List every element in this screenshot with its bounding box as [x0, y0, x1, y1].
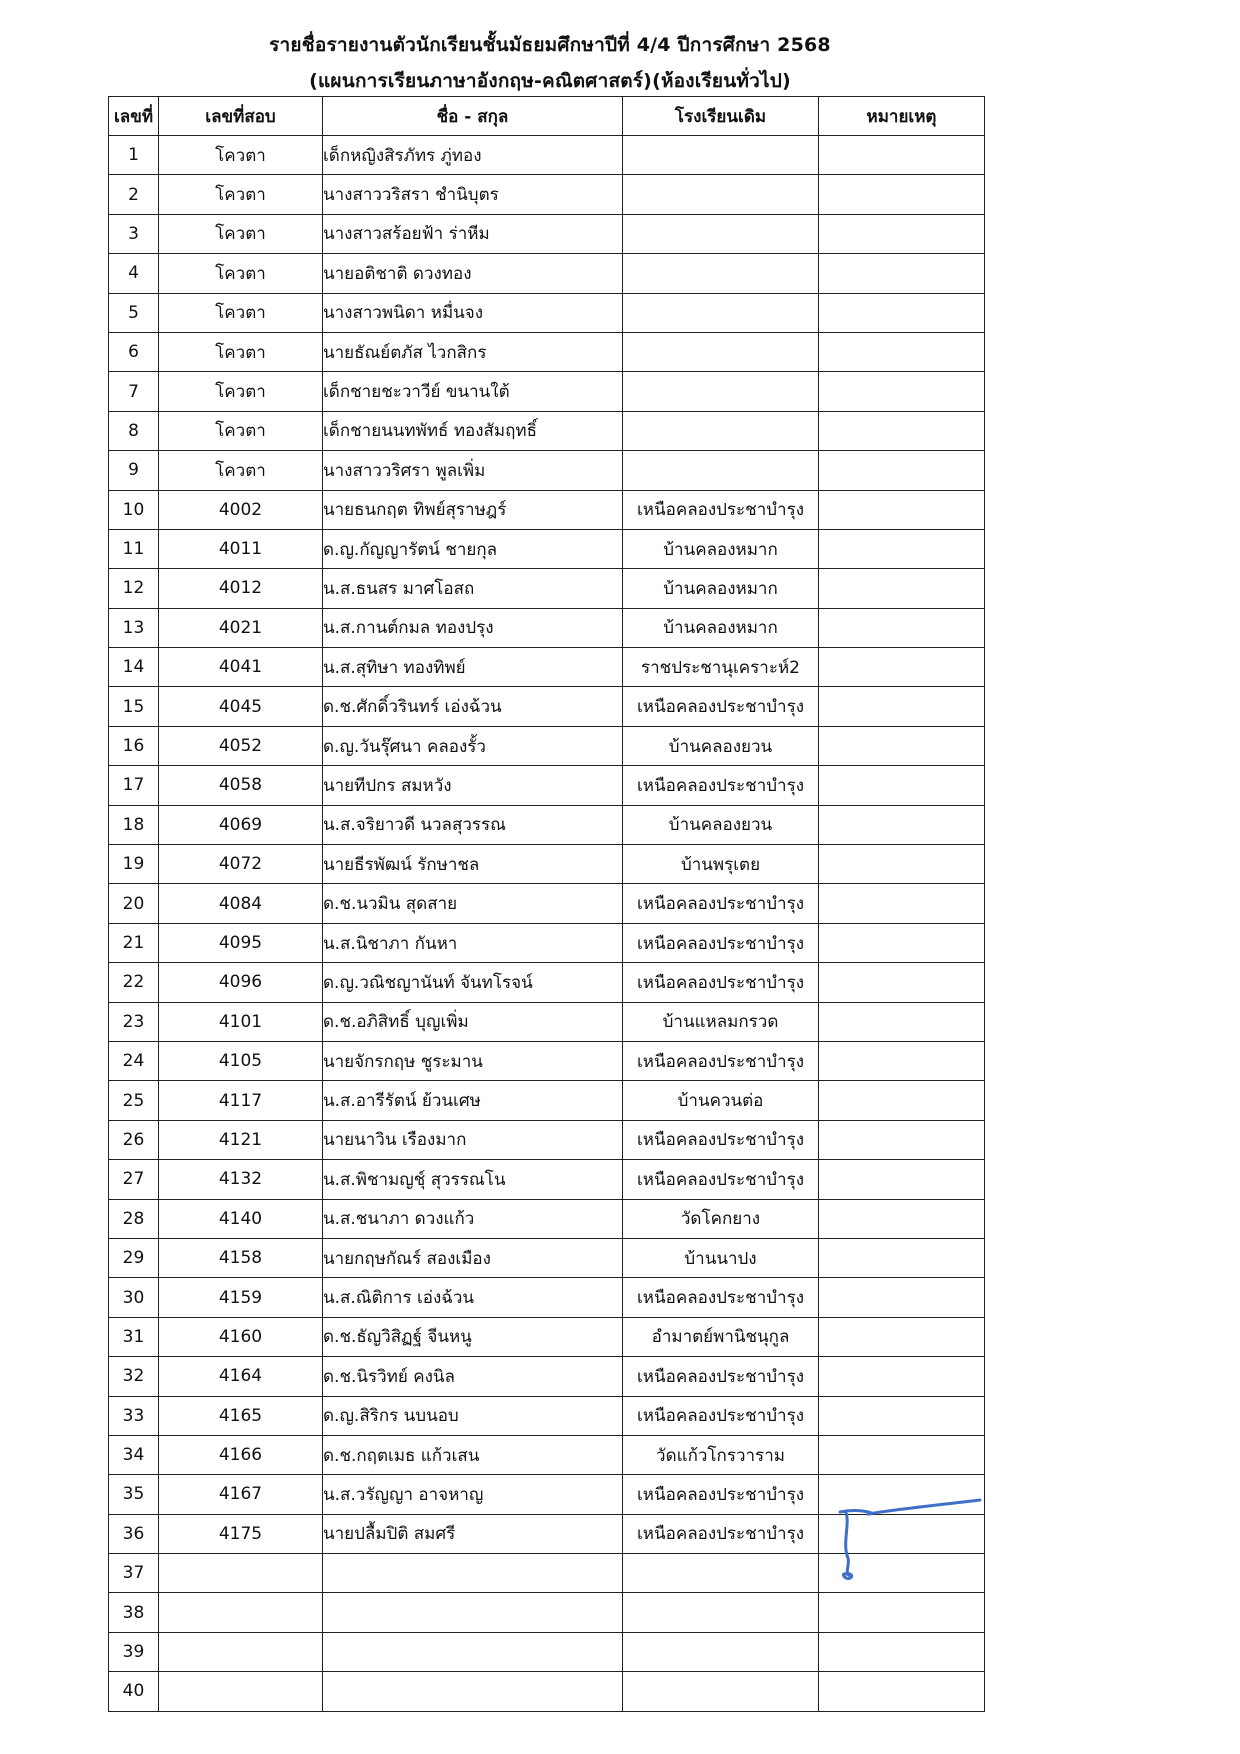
row-number-cell: 39	[109, 1632, 159, 1671]
student-name-cell: น.ส.ธนสร มาศโอสถ	[323, 569, 623, 608]
table-row	[109, 1002, 985, 1041]
exam-number-cell	[159, 1593, 323, 1632]
exam-number-cell: 4058	[159, 766, 323, 805]
previous-school-cell	[623, 1672, 819, 1711]
row-number-cell: 19	[109, 845, 159, 884]
previous-school-cell: เหนือคลองประชาบำรุง	[623, 923, 819, 962]
remarks-cell	[819, 1593, 985, 1632]
exam-number-cell: โควตา	[159, 332, 323, 371]
student-name-cell: น.ส.ชนาภา ดวงแก้ว	[323, 1199, 623, 1238]
table-row	[109, 1238, 985, 1277]
student-name-cell: นายกฤษกัณร์ สองเมือง	[323, 1238, 623, 1277]
row-number-cell: 24	[109, 1041, 159, 1080]
remarks-cell	[819, 1120, 985, 1159]
table-row	[109, 923, 985, 962]
table-row	[109, 451, 985, 490]
previous-school-cell	[623, 332, 819, 371]
remarks-cell	[819, 766, 985, 805]
row-number-cell: 17	[109, 766, 159, 805]
header-remarks: หมายเหตุ	[819, 97, 985, 136]
header-exam-number: เลขที่สอบ	[159, 97, 323, 136]
row-number-cell: 3	[109, 214, 159, 253]
exam-number-cell: 4158	[159, 1238, 323, 1277]
exam-number-cell: 4175	[159, 1514, 323, 1553]
exam-number-cell: 4096	[159, 963, 323, 1002]
remarks-cell	[819, 451, 985, 490]
previous-school-cell: เหนือคลองประชาบำรุง	[623, 963, 819, 1002]
student-name-cell: นางสาววริศรา พูลเพิ่ม	[323, 451, 623, 490]
table-row	[109, 175, 985, 214]
exam-number-cell: 4117	[159, 1081, 323, 1120]
row-number-cell: 7	[109, 372, 159, 411]
exam-number-cell: โควตา	[159, 214, 323, 253]
row-number-cell: 31	[109, 1317, 159, 1356]
student-name-cell: น.ส.กานต์กมล ทองปรุง	[323, 608, 623, 647]
remarks-cell	[819, 1002, 985, 1041]
exam-number-cell: โควตา	[159, 136, 323, 175]
previous-school-cell: บ้านคลองหมาก	[623, 569, 819, 608]
student-name-cell: น.ส.ณิติการ เอ่งฉ้วน	[323, 1278, 623, 1317]
exam-number-cell: 4095	[159, 923, 323, 962]
remarks-cell	[819, 687, 985, 726]
table-row	[109, 1593, 985, 1632]
student-name-cell: นายปลื้มปิติ สมศรี	[323, 1514, 623, 1553]
table-row	[109, 1357, 985, 1396]
remarks-cell	[819, 1199, 985, 1238]
student-name-cell: นายจักรกฤษ ชูระมาน	[323, 1041, 623, 1080]
previous-school-cell	[623, 254, 819, 293]
header-number: เลขที่	[109, 97, 159, 136]
row-number-cell: 5	[109, 293, 159, 332]
row-number-cell: 9	[109, 451, 159, 490]
exam-number-cell: 4069	[159, 805, 323, 844]
previous-school-cell: เหนือคลองประชาบำรุง	[623, 1160, 819, 1199]
exam-number-cell: 4084	[159, 884, 323, 923]
row-number-cell: 29	[109, 1238, 159, 1277]
previous-school-cell: บ้านนาปง	[623, 1238, 819, 1277]
student-name-cell: นายอติชาติ ดวงทอง	[323, 254, 623, 293]
previous-school-cell: เหนือคลองประชาบำรุง	[623, 490, 819, 529]
previous-school-cell: วัดโคกยาง	[623, 1199, 819, 1238]
remarks-cell	[819, 175, 985, 214]
exam-number-cell: 4045	[159, 687, 323, 726]
table-row	[109, 648, 985, 687]
student-name-cell: น.ส.สุทิษา ทองทิพย์	[323, 648, 623, 687]
previous-school-cell: เหนือคลองประชาบำรุง	[623, 1120, 819, 1159]
table-row	[109, 1199, 985, 1238]
row-number-cell: 1	[109, 136, 159, 175]
remarks-cell	[819, 884, 985, 923]
previous-school-cell: เหนือคลองประชาบำรุง	[623, 1278, 819, 1317]
remarks-cell	[819, 1238, 985, 1277]
previous-school-cell: บ้านคลองยวน	[623, 805, 819, 844]
student-name-cell: น.ส.จริยาวดี นวลสุวรรณ	[323, 805, 623, 844]
table-row	[109, 254, 985, 293]
exam-number-cell	[159, 1672, 323, 1711]
table-row	[109, 490, 985, 529]
remarks-cell	[819, 1672, 985, 1711]
exam-number-cell: โควตา	[159, 254, 323, 293]
table-row	[109, 805, 985, 844]
student-name-cell: น.ส.นิชาภา กันหา	[323, 923, 623, 962]
row-number-cell: 16	[109, 726, 159, 765]
student-name-cell: เด็กชายชะวาวีย์ ขนานใต้	[323, 372, 623, 411]
exam-number-cell: 4132	[159, 1160, 323, 1199]
table-row	[109, 884, 985, 923]
remarks-cell	[819, 1041, 985, 1080]
remarks-cell	[819, 1081, 985, 1120]
remarks-cell	[819, 569, 985, 608]
remarks-cell	[819, 805, 985, 844]
exam-number-cell: 4052	[159, 726, 323, 765]
previous-school-cell: เหนือคลองประชาบำรุง	[623, 1514, 819, 1553]
table-row	[109, 1317, 985, 1356]
row-number-cell: 32	[109, 1357, 159, 1396]
remarks-cell	[819, 648, 985, 687]
remarks-cell	[819, 845, 985, 884]
table-row	[109, 1081, 985, 1120]
student-name-cell: ด.ช.ธัญวิสิฏฐ์ จีนหนู	[323, 1317, 623, 1356]
header-previous-school: โรงเรียนเดิม	[623, 97, 819, 136]
previous-school-cell	[623, 1632, 819, 1671]
table-row	[109, 1672, 985, 1711]
student-name-cell: นายธนกฤต ทิพย์สุราษฎร์	[323, 490, 623, 529]
previous-school-cell: เหนือคลองประชาบำรุง	[623, 884, 819, 923]
previous-school-cell	[623, 372, 819, 411]
student-name-cell: น.ส.พิชามญชุ์ สุวรรณโน	[323, 1160, 623, 1199]
table-row	[109, 1435, 985, 1474]
row-number-cell: 12	[109, 569, 159, 608]
previous-school-cell: บ้านคลองหมาก	[623, 608, 819, 647]
student-name-cell: น.ส.อารีรัตน์ ย้วนเศษ	[323, 1081, 623, 1120]
exam-number-cell: โควตา	[159, 293, 323, 332]
remarks-cell	[819, 1317, 985, 1356]
row-number-cell: 8	[109, 411, 159, 450]
row-number-cell: 6	[109, 332, 159, 371]
table-row	[109, 136, 985, 175]
row-number-cell: 38	[109, 1593, 159, 1632]
previous-school-cell	[623, 1593, 819, 1632]
row-number-cell: 23	[109, 1002, 159, 1041]
exam-number-cell: 4140	[159, 1199, 323, 1238]
exam-number-cell: 4166	[159, 1435, 323, 1474]
table-row	[109, 766, 985, 805]
remarks-cell	[819, 923, 985, 962]
student-name-cell: ด.ญ.วันรุ๊ศนา คลองรั้ว	[323, 726, 623, 765]
student-name-cell	[323, 1672, 623, 1711]
exam-number-cell: 4011	[159, 529, 323, 568]
row-number-cell: 13	[109, 608, 159, 647]
previous-school-cell: บ้านแหลมกรวด	[623, 1002, 819, 1041]
previous-school-cell: วัดแก้วโกรวาราม	[623, 1435, 819, 1474]
table-row	[109, 1160, 985, 1199]
row-number-cell: 10	[109, 490, 159, 529]
student-roster-table	[108, 96, 985, 1712]
student-name-cell: นายทีปกร สมหวัง	[323, 766, 623, 805]
exam-number-cell	[159, 1632, 323, 1671]
row-number-cell: 4	[109, 254, 159, 293]
remarks-cell	[819, 1435, 985, 1474]
exam-number-cell: 4164	[159, 1357, 323, 1396]
previous-school-cell: บ้านพรุเตย	[623, 845, 819, 884]
document-title: รายชื่อรายงานตัวนักเรียนชั้นมัธยมศึกษาปีที่ 4/4 ปีการศึกษา 2568	[269, 34, 831, 56]
table-row	[109, 608, 985, 647]
table-row	[109, 845, 985, 884]
previous-school-cell: บ้านคลองหมาก	[623, 529, 819, 568]
remarks-cell	[819, 136, 985, 175]
row-number-cell: 11	[109, 529, 159, 568]
row-number-cell: 18	[109, 805, 159, 844]
exam-number-cell: 4165	[159, 1396, 323, 1435]
previous-school-cell	[623, 136, 819, 175]
row-number-cell: 14	[109, 648, 159, 687]
row-number-cell: 40	[109, 1672, 159, 1711]
row-number-cell: 37	[109, 1554, 159, 1593]
table-row	[109, 963, 985, 1002]
remarks-cell	[819, 963, 985, 1002]
student-name-cell	[323, 1593, 623, 1632]
row-number-cell: 27	[109, 1160, 159, 1199]
table-row	[109, 214, 985, 253]
row-number-cell: 25	[109, 1081, 159, 1120]
student-name-cell: เด็กหญิงสิรภัทร ภู่ทอง	[323, 136, 623, 175]
table-row	[109, 687, 985, 726]
exam-number-cell: โควตา	[159, 175, 323, 214]
document-subtitle: (แผนการเรียนภาษาอังกฤษ-คณิตศาสตร์)(ห้องเรียนทั่วไป)	[309, 70, 791, 92]
handwritten-pen-mark-icon	[820, 1494, 1000, 1594]
student-name-cell	[323, 1632, 623, 1671]
table-row	[109, 726, 985, 765]
student-name-cell: ด.ช.กฤตเมธ แก้วเสน	[323, 1435, 623, 1474]
student-name-cell: ด.ญ.สิริกร นบนอบ	[323, 1396, 623, 1435]
exam-number-cell: 4012	[159, 569, 323, 608]
table-row	[109, 1041, 985, 1080]
row-number-cell: 22	[109, 963, 159, 1002]
table-row	[109, 332, 985, 371]
student-name-cell: ด.ช.นิรวิทย์ คงนิล	[323, 1357, 623, 1396]
row-number-cell: 33	[109, 1396, 159, 1435]
table-header-row	[109, 97, 985, 136]
exam-number-cell: 4160	[159, 1317, 323, 1356]
previous-school-cell	[623, 1554, 819, 1593]
previous-school-cell: เหนือคลองประชาบำรุง	[623, 1475, 819, 1514]
exam-number-cell	[159, 1554, 323, 1593]
row-number-cell: 20	[109, 884, 159, 923]
remarks-cell	[819, 411, 985, 450]
remarks-cell	[819, 726, 985, 765]
table-body	[109, 136, 985, 1712]
student-name-cell: ด.ช.นวมิน สุดสาย	[323, 884, 623, 923]
student-name-cell: ด.ช.อภิสิทธิ์ บุญเพิ่ม	[323, 1002, 623, 1041]
table-row	[109, 1632, 985, 1671]
student-name-cell: ด.ญ.กัญญารัตน์ ชายกุล	[323, 529, 623, 568]
previous-school-cell: บ้านคลองยวน	[623, 726, 819, 765]
student-name-cell: นายธีรพัฒน์ รักษาชล	[323, 845, 623, 884]
table-row	[109, 411, 985, 450]
table-row	[109, 1120, 985, 1159]
row-number-cell: 21	[109, 923, 159, 962]
student-name-cell: นางสาววริสรา ชำนิบุตร	[323, 175, 623, 214]
row-number-cell: 28	[109, 1199, 159, 1238]
previous-school-cell: เหนือคลองประชาบำรุง	[623, 687, 819, 726]
exam-number-cell: 4041	[159, 648, 323, 687]
row-number-cell: 35	[109, 1475, 159, 1514]
exam-number-cell: 4072	[159, 845, 323, 884]
exam-number-cell: 4101	[159, 1002, 323, 1041]
previous-school-cell	[623, 175, 819, 214]
previous-school-cell: เหนือคลองประชาบำรุง	[623, 766, 819, 805]
remarks-cell	[819, 1632, 985, 1671]
previous-school-cell	[623, 411, 819, 450]
remarks-cell	[819, 1396, 985, 1435]
student-name-cell: น.ส.วรัญญา อาจหาญ	[323, 1475, 623, 1514]
exam-number-cell: โควตา	[159, 451, 323, 490]
remarks-cell	[819, 254, 985, 293]
previous-school-cell: อำมาตย์พานิชนุกูล	[623, 1317, 819, 1356]
previous-school-cell: เหนือคลองประชาบำรุง	[623, 1041, 819, 1080]
table-row	[109, 1396, 985, 1435]
remarks-cell	[819, 1160, 985, 1199]
previous-school-cell: เหนือคลองประชาบำรุง	[623, 1357, 819, 1396]
remarks-cell	[819, 293, 985, 332]
previous-school-cell	[623, 293, 819, 332]
header-full-name: ชื่อ - สกุล	[323, 97, 623, 136]
remarks-cell	[819, 214, 985, 253]
table-row	[109, 529, 985, 568]
exam-number-cell: 4002	[159, 490, 323, 529]
remarks-cell	[819, 490, 985, 529]
row-number-cell: 36	[109, 1514, 159, 1553]
remarks-cell	[819, 1357, 985, 1396]
remarks-cell	[819, 372, 985, 411]
exam-number-cell: 4105	[159, 1041, 323, 1080]
student-name-cell: นางสาวพนิดา หมื่นจง	[323, 293, 623, 332]
previous-school-cell	[623, 214, 819, 253]
student-name-cell: ด.ญ.วณิชญานันท์ จันทโรจน์	[323, 963, 623, 1002]
remarks-cell	[819, 608, 985, 647]
student-name-cell: นายนาวิน เรืองมาก	[323, 1120, 623, 1159]
previous-school-cell: ราชประชานุเคราะห์2	[623, 648, 819, 687]
remarks-cell	[819, 332, 985, 371]
row-number-cell: 30	[109, 1278, 159, 1317]
previous-school-cell: เหนือคลองประชาบำรุง	[623, 1396, 819, 1435]
exam-number-cell: 4121	[159, 1120, 323, 1159]
row-number-cell: 15	[109, 687, 159, 726]
row-number-cell: 26	[109, 1120, 159, 1159]
remarks-cell	[819, 1278, 985, 1317]
table-row	[109, 1278, 985, 1317]
exam-number-cell: โควตา	[159, 411, 323, 450]
row-number-cell: 34	[109, 1435, 159, 1474]
student-name-cell: เด็กชายนนทพัทธ์ ทองสัมฤทธิ์	[323, 411, 623, 450]
remarks-cell	[819, 529, 985, 568]
exam-number-cell: 4167	[159, 1475, 323, 1514]
student-name-cell: นายธัณย์ตภัส ไวกสิกร	[323, 332, 623, 371]
exam-number-cell: โควตา	[159, 372, 323, 411]
previous-school-cell: บ้านควนต่อ	[623, 1081, 819, 1120]
table-row	[109, 569, 985, 608]
table-row	[109, 372, 985, 411]
student-name-cell: ด.ช.ศักดิ์วรินทร์ เอ่งฉ้วน	[323, 687, 623, 726]
table-row	[109, 293, 985, 332]
exam-number-cell: 4021	[159, 608, 323, 647]
row-number-cell: 2	[109, 175, 159, 214]
student-name-cell: นางสาวสร้อยฟ้า ร่าหีม	[323, 214, 623, 253]
exam-number-cell: 4159	[159, 1278, 323, 1317]
student-name-cell	[323, 1554, 623, 1593]
previous-school-cell	[623, 451, 819, 490]
